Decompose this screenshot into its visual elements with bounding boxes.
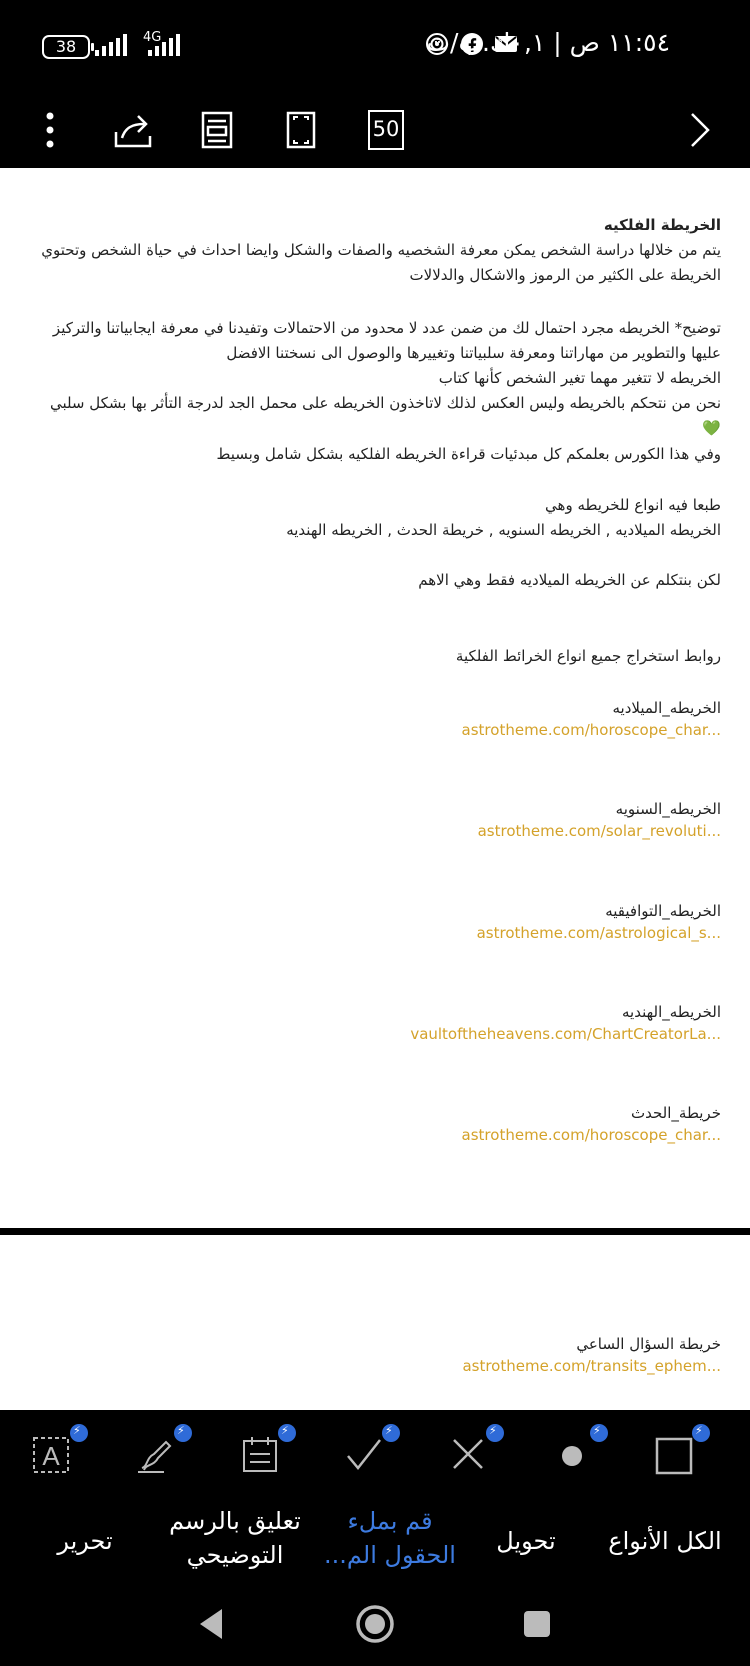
link-label-synastry: الخريطه_التوافيقيه bbox=[605, 902, 721, 920]
dot-icon[interactable] bbox=[550, 1432, 594, 1476]
page-count-icon[interactable]: 50 bbox=[368, 110, 404, 150]
checkmark-icon[interactable] bbox=[342, 1432, 386, 1476]
doc-focus: لكن بنتكلم عن الخريطه الميلاديه فقط وهي الاهم bbox=[418, 571, 721, 589]
link-solar[interactable]: astrotheme.com/solar_revoluti... bbox=[477, 822, 721, 840]
svg-text:A: A bbox=[42, 1441, 60, 1471]
document-page-2 bbox=[0, 1235, 750, 1410]
link-label-natal: الخريطه_الميلاديه bbox=[612, 699, 721, 717]
more-vert-icon[interactable] bbox=[38, 110, 62, 150]
signal-strength-icon-2 bbox=[148, 32, 180, 56]
link-synastry[interactable]: astrotheme.com/astrological_s... bbox=[476, 924, 721, 942]
tab-all-types[interactable]: الكل الأنواع bbox=[608, 1527, 722, 1555]
tab-fill-fields[interactable]: قم بملء الحقول الم... bbox=[324, 1507, 456, 1569]
fullscreen-icon[interactable] bbox=[285, 110, 317, 150]
mode-bar bbox=[0, 1494, 750, 1590]
link-natal[interactable]: astrotheme.com/horoscope_char... bbox=[461, 721, 721, 739]
square-icon[interactable] bbox=[652, 1432, 696, 1476]
link-horary[interactable]: astrotheme.com/transits_ephem... bbox=[462, 1357, 721, 1375]
next-arrow-icon[interactable] bbox=[688, 110, 712, 150]
link-label-horary: خريطة السؤال الساعي bbox=[576, 1335, 721, 1353]
doc-note-1: توضيح* الخريطه مجرد احتمال لك من ضمن عدد لا محدود من الاحتمالات وتفيدنا في معرفة ايجابياتنا والتركيز عليها والتطوير من مهاراتنا ومعرفة سلبياتنا وتغييرها والوصول الى نسختنا الافضل bbox=[52, 319, 721, 362]
tab-comment-drawing[interactable]: تعليق بالرسم التوضيحي bbox=[169, 1507, 301, 1569]
recents-icon[interactable] bbox=[523, 1610, 551, 1638]
link-vedic[interactable]: vaultoftheheavens.com/ChartCreatorLa... bbox=[410, 1025, 721, 1043]
viewer-toolbar bbox=[0, 90, 750, 168]
doc-types-intro: طبعا فيه انواع للخريطه وهي bbox=[545, 496, 721, 514]
signature-icon[interactable] bbox=[134, 1432, 178, 1476]
network-type-label: 4G bbox=[143, 30, 162, 45]
doc-note-3: نحن من نتحكم بالخريطه وليس العكس لذلك لاتاخذون الخريطه على محمل الجد لدرجة التأثر بها بشكل سلبي 💚 bbox=[49, 394, 721, 437]
reading-mode-icon[interactable] bbox=[200, 110, 234, 150]
premium-badge-icon bbox=[278, 1424, 296, 1442]
status-bar bbox=[0, 0, 750, 90]
tab-edit[interactable]: تحرير bbox=[57, 1527, 113, 1555]
premium-badge-icon bbox=[590, 1424, 608, 1442]
premium-badge-icon bbox=[70, 1424, 88, 1442]
system-nav-bar bbox=[0, 1590, 750, 1666]
share-icon[interactable] bbox=[112, 110, 154, 150]
doc-title: الخريطة الفلكيه bbox=[603, 216, 721, 234]
annotation-toolbar bbox=[0, 1410, 750, 1494]
tab-convert[interactable]: تحويل bbox=[496, 1527, 556, 1555]
premium-badge-icon bbox=[382, 1424, 400, 1442]
doc-note-2: الخريطه لا تتغير مهما تغير الشخص كأنها كتاب bbox=[438, 369, 721, 387]
back-icon[interactable] bbox=[196, 1606, 226, 1642]
time-and-speed: ١١:٥٤ ص | ٠,١ك.ب/ث bbox=[426, 28, 670, 57]
link-event[interactable]: astrotheme.com/horoscope_char... bbox=[461, 1126, 721, 1144]
stamp-icon[interactable] bbox=[238, 1432, 282, 1476]
link-label-vedic: الخريطه_الهنديه bbox=[622, 1003, 721, 1021]
signal-strength-icon bbox=[95, 32, 127, 56]
premium-badge-icon bbox=[486, 1424, 504, 1442]
premium-badge-icon bbox=[692, 1424, 710, 1442]
text-box-icon[interactable] bbox=[30, 1432, 74, 1476]
cross-icon[interactable] bbox=[446, 1432, 490, 1476]
link-label-solar: الخريطه_السنويه bbox=[615, 800, 721, 818]
doc-course: وفي هذا الكورس بعلمكم كل مبدئيات قراءة الخريطه الفلكيه بشكل شامل وبسيط bbox=[216, 445, 721, 463]
link-label-event: خريطة_الحدث bbox=[631, 1104, 721, 1122]
links-heading: روابط استخراج جميع انواع الخرائط الفلكية bbox=[455, 647, 721, 665]
document-page bbox=[0, 168, 750, 1228]
home-icon[interactable] bbox=[355, 1604, 395, 1644]
premium-badge-icon bbox=[174, 1424, 192, 1442]
doc-intro: يتم من خلالها دراسة الشخص يمكن معرفة الشخصيه والصفات والشكل وايضا احداث في حياة الشخص وتحتوي الخريطة على الكثير من الرموز والاشكال والدلالات bbox=[41, 241, 721, 284]
doc-types-list: الخريطه الميلاديه , الخريطه السنويه , خريطة الحدث , الخريطه الهنديه bbox=[286, 521, 721, 539]
battery-indicator: 38 bbox=[42, 35, 90, 59]
